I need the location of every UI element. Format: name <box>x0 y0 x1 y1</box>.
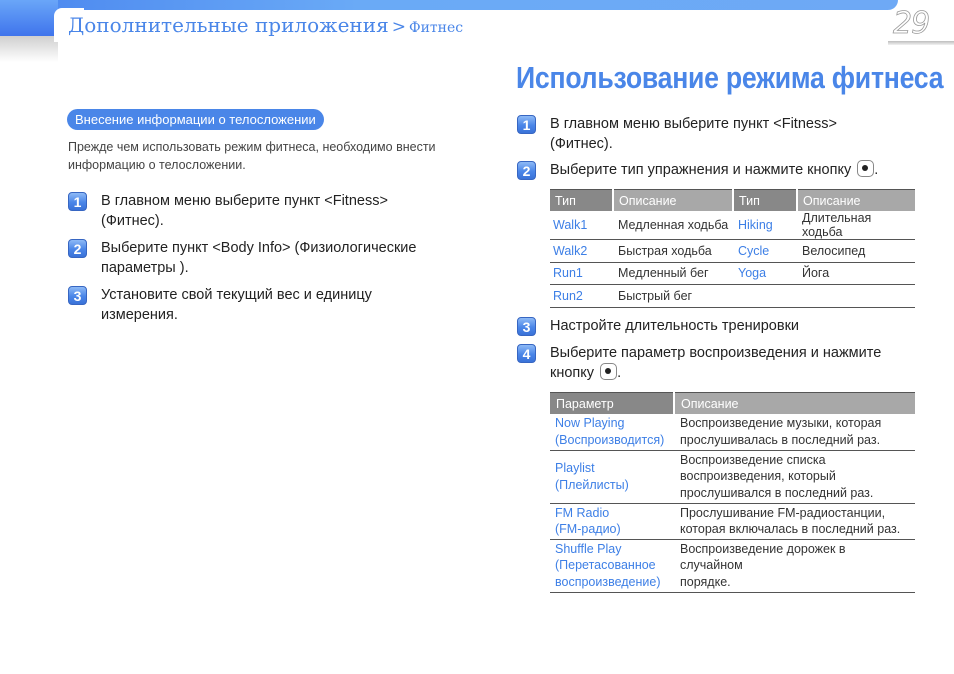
exercise-type: Cycle <box>733 240 797 263</box>
section-pill: Внесение информации о телосложении <box>67 109 324 130</box>
playback-description: Воспроизведение списка воспроизведения, который прослушивался в последний раз. <box>674 450 915 503</box>
column-header: Описание <box>613 190 733 212</box>
exercise-type-table <box>550 189 915 308</box>
table-row <box>550 539 915 592</box>
step-text: В главном меню выберите пункт <Fitness> <box>550 116 837 132</box>
table-row <box>550 503 915 539</box>
page-number-underline <box>888 41 954 45</box>
step-text: Выберите пункт <Body Info> (Физиологические <box>101 240 417 256</box>
table-row <box>550 414 915 450</box>
column-header: Параметр <box>550 393 674 415</box>
playback-description: Воспроизведение дорожек в случайном порядке. <box>674 539 915 592</box>
column-header: Описание <box>797 190 915 212</box>
ok-button-icon <box>600 363 617 380</box>
right-step-4 <box>517 343 917 385</box>
step-text: (Фитнес). <box>550 136 613 152</box>
exercise-description: Йога <box>797 262 915 285</box>
step-number-badge: 2 <box>517 161 536 180</box>
step-text: параметры ). <box>101 260 189 276</box>
breadcrumb <box>68 13 463 37</box>
column-header: Тип <box>550 190 613 212</box>
page-number: 29 <box>893 6 930 41</box>
table-header-row <box>550 393 915 415</box>
exercise-type: Run1 <box>550 262 613 285</box>
exercise-description: Медленный бег <box>613 262 733 285</box>
step-number-badge: 4 <box>517 344 536 363</box>
left-step-2 <box>68 238 458 278</box>
breadcrumb-sub: Фитнес <box>408 20 464 36</box>
playback-description: Воспроизведение музыки, которая прослушивалась в последний раз. <box>674 414 915 450</box>
playback-parameter: FM Radio (FM-радио) <box>550 503 674 539</box>
right-step-3 <box>517 316 917 338</box>
intro-text: Прежде чем использовать режим фитнеса, необходимо внести информацию о телосложении. <box>68 140 436 172</box>
exercise-type: Run2 <box>550 285 613 308</box>
playback-parameter: Playlist (Плейлисты) <box>550 450 674 503</box>
breadcrumb-main: Дополнительные приложения <box>68 13 389 37</box>
table-row <box>550 240 915 263</box>
exercise-description: Медленная ходьба <box>613 211 733 240</box>
exercise-description: Быстрая ходьба <box>613 240 733 263</box>
exercise-type: Walk2 <box>550 240 613 263</box>
step-number-badge: 1 <box>68 192 87 211</box>
table-row <box>550 262 915 285</box>
table-row <box>550 285 915 308</box>
top-banner <box>0 0 898 10</box>
step-number-badge: 1 <box>517 115 536 134</box>
corner-tab-blue <box>0 0 58 36</box>
step-text: Настройте длительность тренировки <box>550 318 800 334</box>
step-text: Установите свой текущий вес и единицу <box>101 287 372 303</box>
table-header-row <box>550 190 915 212</box>
ok-button-icon <box>857 160 874 177</box>
left-step-3 <box>68 285 458 325</box>
step-number-badge: 3 <box>68 286 87 305</box>
step-text: кнопку <box>550 365 595 381</box>
step-suffix: . <box>617 365 622 381</box>
step-text: В главном меню выберите пункт <Fitness> <box>101 193 388 209</box>
page-title: Использование режима фитнеса <box>516 60 944 95</box>
exercise-description <box>797 285 915 308</box>
playback-description: Прослушивание FM-радиостанции, которая включалась в последний раз. <box>674 503 915 539</box>
step-text: измерения. <box>101 307 178 323</box>
step-text: (Фитнес). <box>101 213 164 229</box>
playback-parameter: Shuffle Play (Перетасованное воспроизведение) <box>550 539 674 592</box>
left-step-1 <box>68 191 458 231</box>
exercise-description: Быстрый бег <box>613 285 733 308</box>
corner-tab-shadow <box>0 36 58 62</box>
playback-parameter: Now Playing (Воспроизводится) <box>550 414 674 450</box>
table-row <box>550 211 915 240</box>
column-header: Тип <box>733 190 797 212</box>
step-number-badge: 3 <box>517 317 536 336</box>
step-suffix: . <box>874 162 879 178</box>
exercise-type <box>733 285 797 308</box>
right-step-2 <box>517 160 917 182</box>
column-header: Описание <box>674 393 915 415</box>
step-text: Выберите параметр воспроизведения и нажмите <box>550 345 882 361</box>
breadcrumb-separator: > <box>391 17 406 37</box>
exercise-type: Walk1 <box>550 211 613 240</box>
exercise-description: Велосипед <box>797 240 915 263</box>
playback-options-table <box>550 392 915 593</box>
step-text: Выберите тип упражнения и нажмите кнопку <box>550 162 852 178</box>
exercise-type: Yoga <box>733 262 797 285</box>
step-number-badge: 2 <box>68 239 87 258</box>
right-step-1 <box>517 114 917 154</box>
exercise-description: Длительная ходьба <box>797 211 915 240</box>
table-row <box>550 450 915 503</box>
exercise-type: Hiking <box>733 211 797 240</box>
